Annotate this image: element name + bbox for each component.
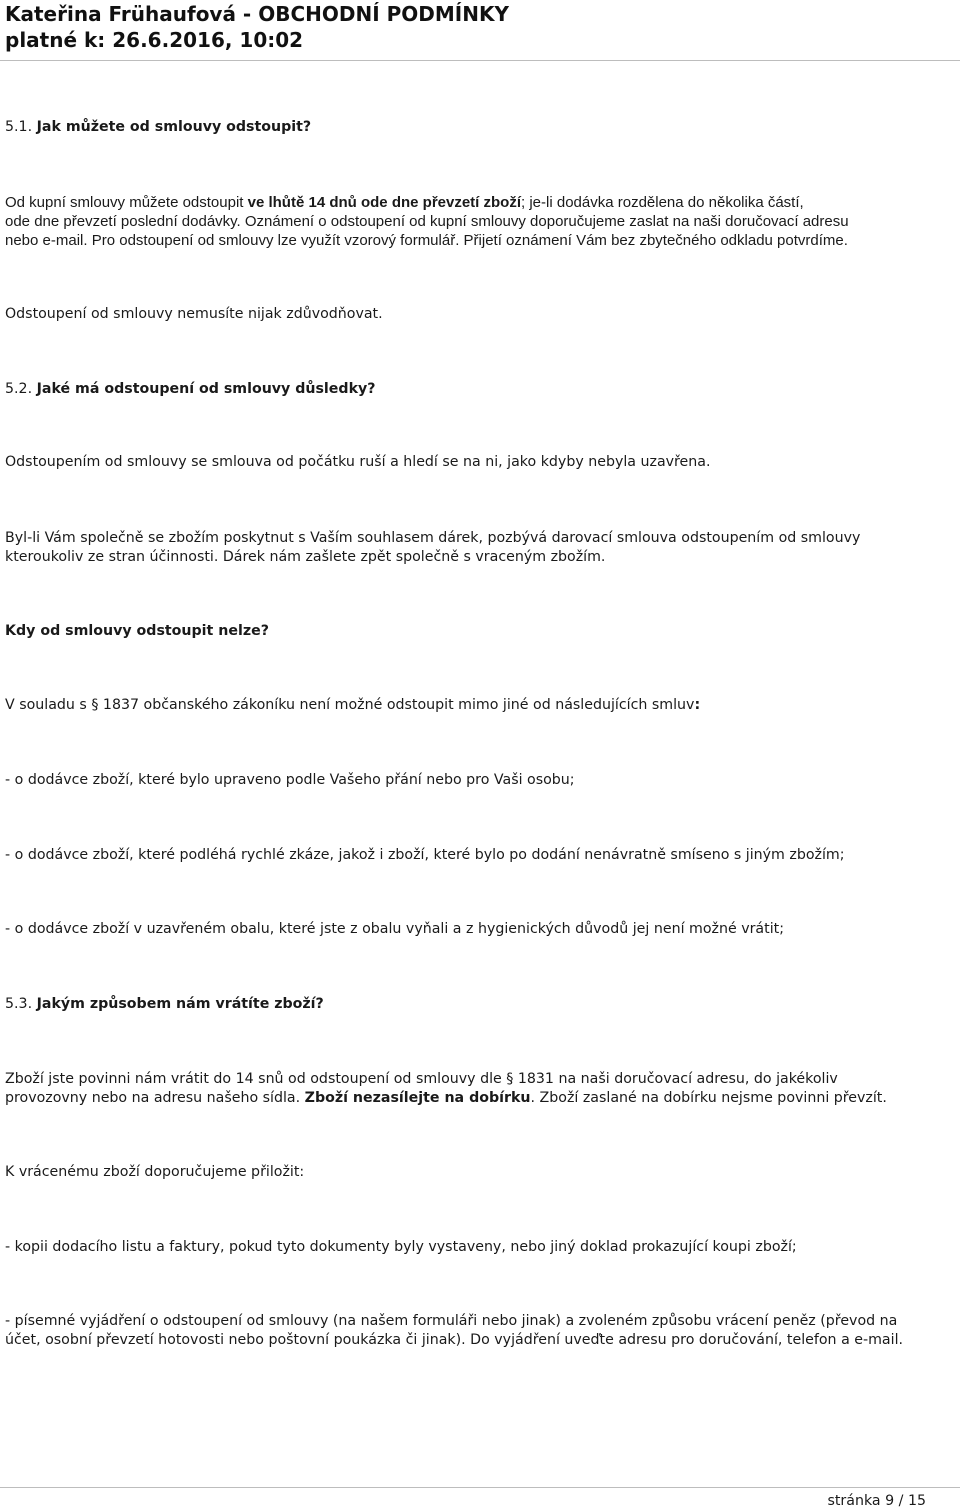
- paragraph-legal-basis-text: V souladu s § 1837 občanského zákoníku není možné odstoupit mimo jiné od následujících smluv: [5, 697, 695, 713]
- paragraph-return-line-1: Zboží jste povinni nám vrátit do 14 snů od odstoupení od smlouvy dle § 1831 na naši doručovací adresu, do jakékoliv: [5, 1071, 838, 1087]
- list-item: - o dodávce zboží, které podléhá rychlé zkáze, jakož i zboží, které bylo po dodání nenávratně smíseno s jiným zbožím;: [5, 847, 845, 863]
- heading-when-not-possible: Kdy od smlouvy odstoupit nelze?: [5, 623, 269, 639]
- section-5-2-number: 5.2.: [5, 381, 33, 397]
- paragraph-attach-recommendation: K vrácenému zboží doporučujeme přiložit:: [5, 1164, 305, 1180]
- paragraph-gift-line-1: Byl-li Vám společně se zbožím poskytnut s Vaším souhlasem dárek, pozbývá darovací smlouva odstoupením od smlouvy: [5, 530, 861, 546]
- page-number: stránka 9 / 15: [827, 1493, 926, 1509]
- list-item-line-1: - písemné vyjádření o odstoupení od smlouvy (na našem formuláři nebo jinak) a zvoleném způsobu vrácení peněz (převod na: [5, 1313, 898, 1329]
- paragraph-1-text-c: ; je-li dodávka rozdělena do několika částí,: [521, 194, 804, 211]
- paragraph-legal-basis-colon: :: [694, 697, 701, 713]
- paragraph-withdrawal-period: [5, 193, 957, 250]
- paragraph-return-line-2a: provozovny nebo na adresu našeho sídla.: [5, 1090, 305, 1106]
- paragraph-gift: [5, 529, 957, 567]
- section-5-1-heading: [5, 118, 957, 137]
- paragraph-legal-basis: [5, 696, 957, 715]
- paragraph-1-bold-deadline: ve lhůtě 14 dnů ode dne převzetí zboží: [247, 194, 522, 211]
- paragraph-gift-line-2: kteroukoliv ze stran účinnosti. Dárek nám zašlete zpět společně s vraceným zbožím.: [5, 549, 606, 565]
- paragraph-1-line-2: ode dne převzetí poslední dodávky. Oznámení o odstoupení od kupní smlouvy doporučujeme zaslat na naši doručovací adresu: [5, 213, 849, 230]
- section-5-2-heading: [5, 380, 957, 399]
- list-item: [5, 1312, 957, 1350]
- footer-divider: [0, 1487, 960, 1488]
- paragraph-1-line-3: nebo e-mail. Pro odstoupení od smlouvy lze využít vzorový formulář. Přijetí oznámení Vám bez zbytečného odkladu potvrdíme.: [5, 232, 848, 249]
- paragraph-return-goods: [5, 1070, 957, 1108]
- section-5-2-title: Jaké má odstoupení od smlouvy důsledky?: [36, 381, 376, 397]
- list-item: - kopii dodacího listu a faktury, pokud tyto dokumenty byly vystaveny, nebo jiný doklad prokazující koupi zboží;: [5, 1239, 797, 1255]
- document-title: Kateřina Frühaufová - OBCHODNÍ PODMÍNKY: [5, 2, 509, 26]
- section-5-1-number: 5.1.: [5, 119, 33, 135]
- paragraph-return-line-2c: . Zboží zaslané na dobírku nejsme povinni převzít.: [530, 1090, 887, 1106]
- list-item-line-2: účet, osobní převzetí hotovosti nebo poštovní poukázka či jinak). Do vyjádření uveďte adresu pro doručování, telefon a e-mail.: [5, 1332, 904, 1348]
- paragraph-1-text-a: Od kupní smlouvy můžete odstoupit: [5, 194, 248, 211]
- list-item: - o dodávce zboží, které bylo upraveno podle Vašeho přání nebo pro Vaši osobu;: [5, 772, 575, 788]
- paragraph-return-bold-no-cod: Zboží nezasílejte na dobírku: [304, 1090, 531, 1106]
- section-5-1-title: Jak můžete od smlouvy odstoupit?: [36, 119, 312, 135]
- list-item: - o dodávce zboží v uzavřeném obalu, které jste z obalu vyňali a z hygienických důvodů jej není možné vrátit;: [5, 921, 784, 937]
- document-date: platné k: 26.6.2016, 10:02: [5, 28, 304, 52]
- paragraph-no-reason-needed: Odstoupení od smlouvy nemusíte nijak zdůvodňovat.: [5, 306, 383, 322]
- section-5-3-title: Jakým způsobem nám vrátíte zboží?: [36, 996, 324, 1012]
- section-5-3-heading: [5, 995, 957, 1014]
- section-5-3-number: 5.3.: [5, 996, 33, 1012]
- paragraph-consequences: Odstoupením od smlouvy se smlouva od počátku ruší a hledí se na ni, jako kdyby nebyla uzavřena.: [5, 454, 711, 470]
- header-divider: [0, 60, 960, 61]
